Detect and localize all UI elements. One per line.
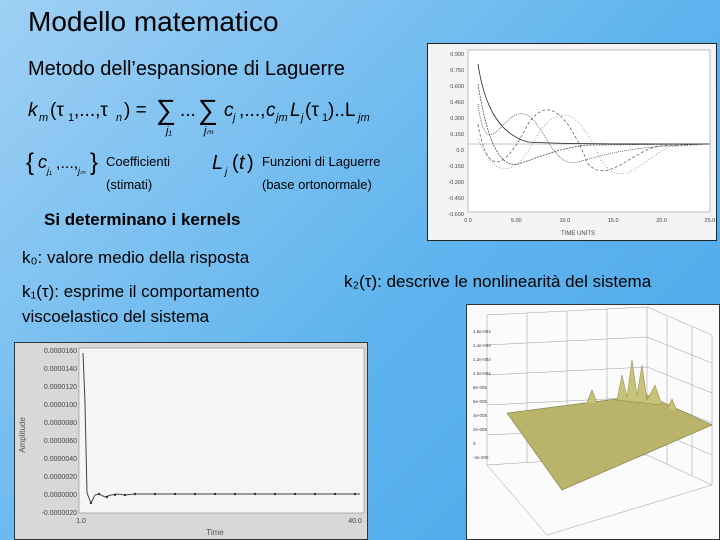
laguerre-y-tick: 0.300 xyxy=(450,116,464,122)
laguerre-expansion-formula xyxy=(28,88,378,140)
kernels-heading: Si determinano i kernels xyxy=(44,210,241,229)
svg-text:,...,: ,..., xyxy=(239,100,266,121)
k1-description-line1: k₁(τ): esprime il comportamento xyxy=(22,282,260,301)
k1-y-tick: 0.0000100 xyxy=(43,402,77,409)
svg-text:,...,τ: ,...,τ xyxy=(74,100,108,121)
svg-text:1: 1 xyxy=(68,112,75,124)
laguerre-y-tick: 0.0 xyxy=(456,148,464,154)
k1-y-tick: 0.0000040 xyxy=(43,456,77,463)
k1-plot-area xyxy=(79,348,364,513)
k1-y-tick: 0.0000120 xyxy=(43,384,77,391)
svg-text:k: k xyxy=(28,100,38,121)
k2-z-tick: 1.4e-004 xyxy=(473,343,491,348)
svg-text:jm: jm xyxy=(358,112,370,124)
k2-z-tick: 6e-005 xyxy=(473,399,488,404)
k1-y-tick: 0.0000160 xyxy=(43,348,77,355)
k2-z-tick: -2e-005 xyxy=(473,455,489,460)
laguerre-y-tick: 0.600 xyxy=(450,84,464,90)
slide-subtitle: Metodo dell’espansione di Laguerre xyxy=(28,58,345,80)
laguerre-y-tick: -0.300 xyxy=(448,180,464,186)
coefficients-note: (stimati) xyxy=(106,177,153,192)
k2-z-tick: 1.8e-004 xyxy=(473,329,491,334)
svg-text:j₁: j₁ xyxy=(47,166,52,176)
k2-z-tick: 4e-005 xyxy=(473,413,488,418)
svg-text:j₁: j₁ xyxy=(166,125,172,137)
k1-y-tick: -0.0000020 xyxy=(41,510,77,517)
svg-text:jₘ: jₘ xyxy=(78,166,86,176)
k2-z-tick: 1.0e-004 xyxy=(473,371,491,376)
laguerre-y-tick: 0.450 xyxy=(450,100,464,106)
k1-x-label: Time xyxy=(206,528,224,537)
laguerre-x-label: TIME UNITS xyxy=(561,231,595,237)
svg-text:(τ: (τ xyxy=(305,100,319,121)
k2-description: k₂(τ): descrive le nonlinearità del sistema xyxy=(344,272,652,291)
k2-z-tick: 1.2e-004 xyxy=(473,357,491,362)
laguerre-functions-note: (base ortonormale) xyxy=(262,177,372,192)
svg-text:j: j xyxy=(225,167,228,178)
svg-text:c: c xyxy=(38,152,47,172)
k1-y-label: Amplitude xyxy=(18,417,27,453)
slide-title: Modello matematico xyxy=(28,6,279,37)
laguerre-functions-plot xyxy=(427,43,717,241)
k1-y-tick: 0.0000080 xyxy=(43,420,77,427)
svg-text:}: } xyxy=(90,149,99,176)
k2-surface xyxy=(507,395,712,490)
laguerre-x-tick: 10.0 xyxy=(559,218,571,224)
svg-text:jₘ: jₘ xyxy=(204,125,214,137)
svg-text:c: c xyxy=(224,100,234,121)
svg-text:n: n xyxy=(116,112,123,124)
k1-description-line2: viscoelastico del sistema xyxy=(22,307,210,326)
svg-text:)..L: )..L xyxy=(328,100,356,121)
k2-kernel-3d-plot xyxy=(466,304,720,540)
laguerre-x-tick: 0.0 xyxy=(464,218,472,224)
coefficient-set-symbol xyxy=(26,146,101,180)
svg-text:c: c xyxy=(266,100,276,121)
svg-text:) =: ) = xyxy=(124,100,147,121)
laguerre-functions-label: Funzioni di Laguerre xyxy=(262,154,381,169)
laguerre-x-tick: 15.0 xyxy=(607,218,619,224)
laguerre-function-symbol xyxy=(212,148,260,178)
svg-text:m: m xyxy=(39,112,49,124)
k1-x-tick: 40.0 xyxy=(348,518,362,525)
svg-text:,...,: ,..., xyxy=(56,155,79,172)
svg-text:): ) xyxy=(247,152,254,174)
svg-text:{: { xyxy=(26,149,35,176)
laguerre-y-tick: 0.750 xyxy=(450,68,464,74)
svg-text:jm: jm xyxy=(276,112,288,124)
laguerre-x-tick: 25.0 xyxy=(704,218,716,224)
k1-y-tick: 0.0000140 xyxy=(43,366,77,373)
coefficients-label: Coefficienti xyxy=(106,154,171,169)
svg-text:L: L xyxy=(290,100,301,121)
svg-text:1: 1 xyxy=(322,112,329,124)
k1-x-tick: 1.0 xyxy=(76,518,86,525)
laguerre-y-tick: -0.150 xyxy=(448,164,464,170)
svg-text:∑: ∑ xyxy=(156,94,176,125)
laguerre-x-tick: 5.00 xyxy=(511,218,522,224)
laguerre-x-tick: 20.0 xyxy=(656,218,667,224)
laguerre-y-tick: -0.450 xyxy=(448,196,464,202)
k1-kernel-plot xyxy=(14,342,368,540)
k1-y-tick: 0.0000020 xyxy=(43,474,77,481)
svg-text:L: L xyxy=(212,152,224,174)
laguerre-y-tick: 0.150 xyxy=(450,132,464,138)
k2-z-tick: 0 xyxy=(473,441,476,446)
k2-z-tick: 8e-005 xyxy=(473,385,488,390)
svg-text:...: ... xyxy=(180,100,196,121)
k2-surface-peaks xyxy=(617,360,662,405)
svg-text:∑: ∑ xyxy=(198,94,218,125)
svg-text:t: t xyxy=(239,152,245,174)
svg-text:(τ: (τ xyxy=(50,100,64,121)
k2-z-tick: 2e-005 xyxy=(473,427,488,432)
svg-text:(: ( xyxy=(232,152,239,174)
k0-description: k₀: valore medio della risposta xyxy=(22,248,250,267)
plot-area xyxy=(468,50,710,212)
laguerre-y-tick: -0.600 xyxy=(448,212,464,218)
svg-text:j: j xyxy=(301,112,304,124)
k1-y-tick: 0.0000060 xyxy=(43,438,77,445)
svg-text:j: j xyxy=(233,112,236,124)
k1-y-tick: 0.0000000 xyxy=(43,492,77,499)
laguerre-y-tick: 0.900 xyxy=(450,52,464,58)
